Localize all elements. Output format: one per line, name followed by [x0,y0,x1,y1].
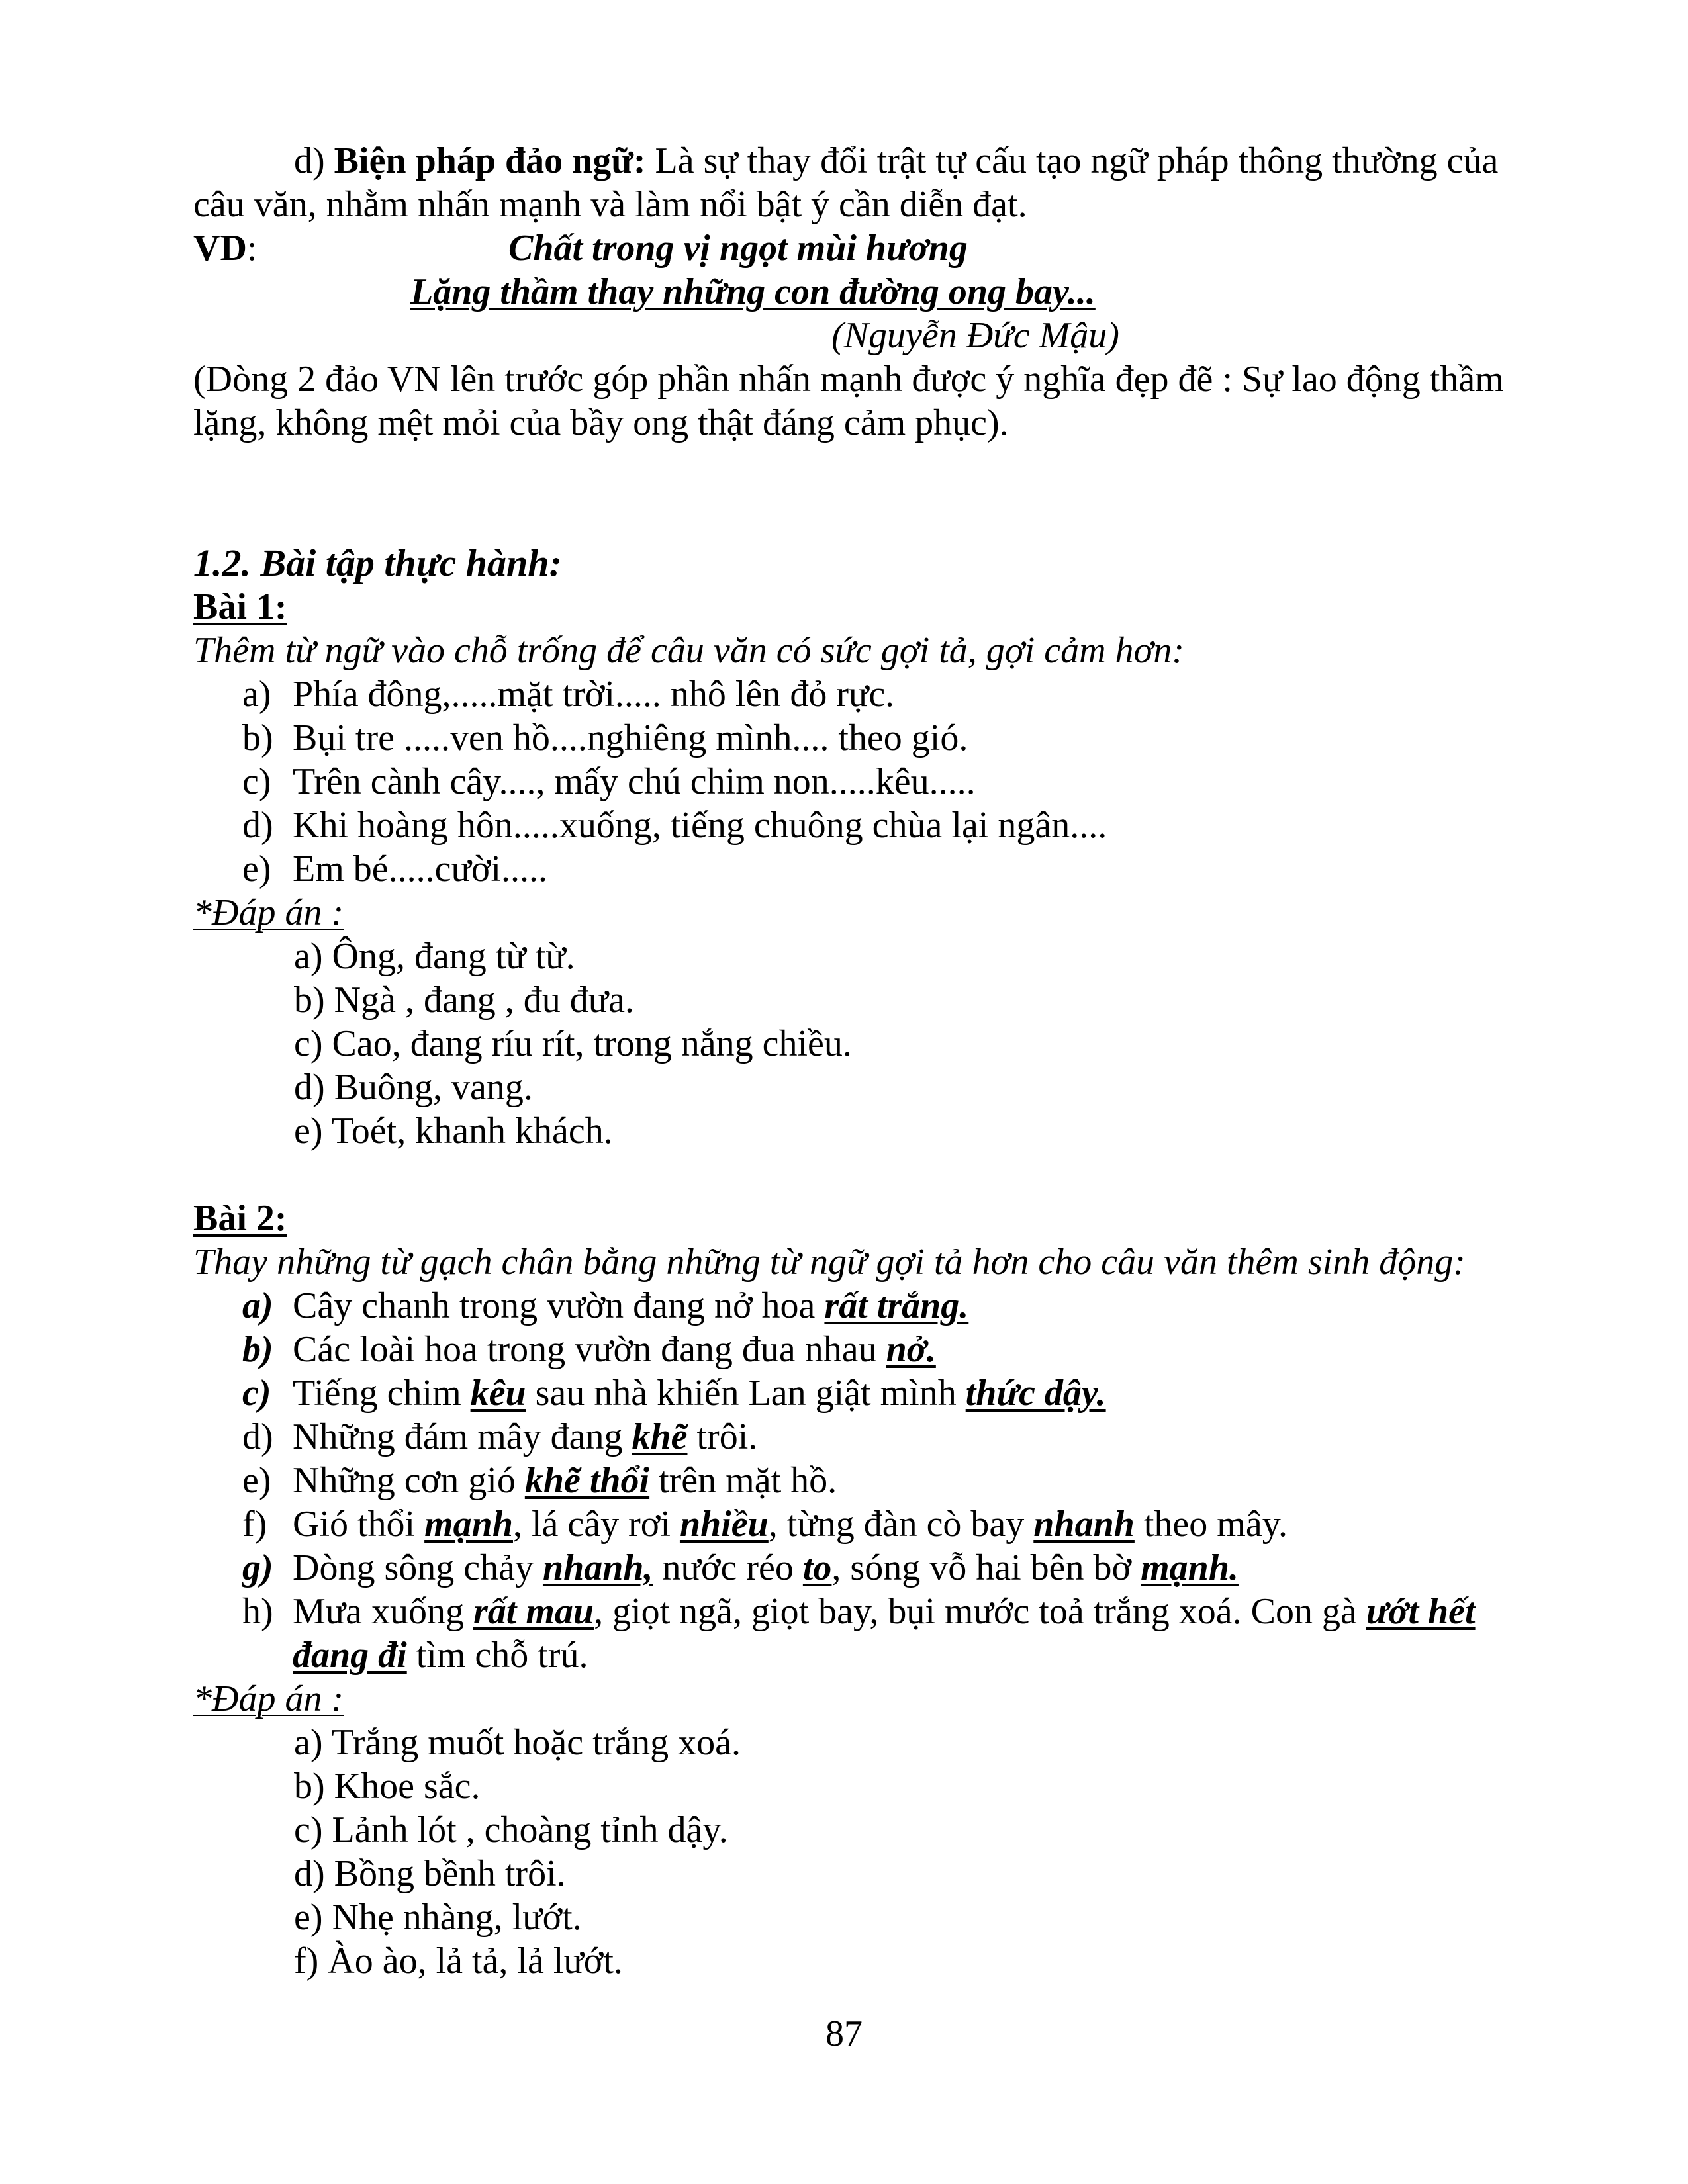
underlined-word: ướt hết [1366,1591,1476,1632]
bai2-item-g [242,1546,1239,1590]
bai2-answer-f: f) Ào ào, lả tả, lả lướt. [294,1940,623,1981]
bai1-answer-c: c) Cao, đang ríu rít, trong nắng chiều. [294,1023,852,1064]
underlined-word: khẽ thổi [524,1460,650,1501]
bai1-answer-e: e) Toét, khanh khách. [294,1111,613,1152]
bai2-item-d [242,1415,757,1459]
example-verse-1: Chất trong vị ngọt mùi hương [508,228,968,269]
bai2-answer-e: e) Nhẹ nhàng, lướt. [294,1897,582,1938]
bai2-item-label: b) [242,1329,273,1370]
underlined-word: kêu [470,1373,526,1414]
bai1-item-b [242,716,968,760]
bai2-instruction: Thay những từ gạch chân bằng những từ ngữ gợi tả hơn cho câu văn thêm sinh động: [193,1242,1466,1283]
section-d-term: Biện pháp đảo ngữ: [334,140,646,181]
section-d-line1 [294,139,1498,183]
underlined-word: to [802,1547,832,1588]
example-label-line [193,226,257,270]
example-explanation-line2: lặng, không mệt mỏi của bầy ong thật đáng cảm phục). [193,402,1009,443]
bai2-answer-label: *Đáp án : [193,1678,344,1719]
bai2-item-text: Các loài hoa trong vườn đang đua nhau [293,1329,886,1370]
bai2-item-text: trôi. [687,1416,758,1457]
example-author: (Nguyễn Đức Mậu) [831,315,1119,356]
bai1-item-e [242,847,547,891]
bai1-item-label: b) [242,717,273,758]
bai2-item-text: Mưa xuống [293,1591,473,1632]
underlined-word: mạnh. [1141,1547,1239,1588]
bai2-answer-a: a) Trắng muốt hoặc trắng xoá. [294,1722,741,1763]
bai2-item-b [242,1328,936,1371]
bai2-item-label: g) [242,1547,273,1588]
underlined-word: nhanh, [542,1547,653,1588]
bai2-item-text: , lá cây rơi [512,1504,680,1545]
underlined-word: thức dậy. [965,1373,1106,1414]
bai2-item-h-cont [293,1633,588,1677]
bai2-item-text: Cây chanh trong vườn đang nở hoa [293,1285,825,1326]
underlined-word: rất mau [473,1591,594,1632]
bai1-item-text: Bụi tre .....ven hồ....nghiêng mình.... theo gió. [293,717,968,758]
bai2-item-text: nước réo [653,1547,803,1588]
bai2-item-label: c) [242,1373,271,1414]
underlined-word: rất trắng. [824,1285,969,1326]
section-d-text: Là sự thay đổi trật tự cấu tạo ngữ pháp thông thường của [645,140,1499,181]
bai2-item-label: e) [242,1460,271,1501]
bai2-item-text: theo mây. [1134,1504,1288,1545]
bai2-item-text: , sóng vỗ hai bên bờ [831,1547,1141,1588]
bai2-item-text: , từng đàn cò bay [768,1504,1034,1545]
underlined-word: nhanh [1033,1504,1135,1545]
bai1-item-text: Em bé.....cười..... [293,848,547,889]
bai2-item-text: Những cơn gió [293,1460,525,1501]
bai2-item-label: d) [242,1416,273,1457]
bai1-item-text: Trên cành cây...., mấy chú chim non.....kêu..... [293,761,976,802]
page-number: 87 [825,2013,863,2054]
bai2-item-text: Những đám mây đang [293,1416,632,1457]
bai2-item-text: Tiếng chim [293,1373,471,1414]
bai2-item-text: trên mặt hồ. [649,1460,837,1501]
bai1-item-label: d) [242,805,273,846]
bai2-item-a [242,1284,968,1328]
bai1-instruction: Thêm từ ngữ vào chỗ trống để câu văn có sức gợi tả, gợi cảm hơn: [193,630,1185,671]
bai2-answer-b: b) Khoe sắc. [294,1766,481,1807]
bai2-item-e [242,1459,837,1502]
bai1-item-d [242,803,1107,847]
bai1-answer-label: *Đáp án : [193,892,344,933]
example-label: VD [193,228,247,269]
bai1-item-label: c) [242,761,271,802]
section-d-prefix: d) [294,140,334,181]
underlined-word: nở. [886,1329,936,1370]
bai2-title: Bài 2: [193,1198,287,1239]
underlined-word: đang đi [293,1635,407,1676]
bai2-item-c [242,1371,1106,1415]
underlined-word: nhiều [679,1504,769,1545]
example-colon: : [246,228,258,269]
example-verse-2: Lặng thầm thay những con đường ong bay... [410,271,1096,312]
bai1-item-a [242,672,894,716]
bai1-title: Bài 1: [193,586,287,627]
bai1-item-label: e) [242,848,271,889]
bai2-item-text: , giọt ngã, giọt bay, bụi mước toả trắng xoá. Con gà [594,1591,1366,1632]
bai1-answer-a: a) Ông, đang từ từ. [294,936,575,977]
bai2-item-label: h) [242,1591,273,1632]
bai1-answer-b: b) Ngà , đang , đu đưa. [294,979,635,1021]
bai2-item-text: tìm chỗ trú. [406,1635,588,1676]
bai2-item-label: a) [242,1285,273,1326]
section-d-line2: câu văn, nhằm nhấn mạnh và làm nổi bật ý cần diễn đạt. [193,184,1027,225]
underlined-word: khẽ [632,1416,688,1457]
bai1-item-c [242,760,976,803]
bai2-item-h [242,1590,1476,1633]
bai2-answer-d: d) Bồng bềnh trôi. [294,1853,566,1894]
practice-heading: 1.2. Bài tập thực hành: [193,541,562,584]
bai1-answer-d: d) Buông, vang. [294,1067,533,1108]
bai2-item-text: sau nhà khiến Lan giật mình [526,1373,966,1414]
bai1-item-text: Khi hoàng hôn.....xuống, tiếng chuông chùa lại ngân.... [293,805,1107,846]
bai2-item-text: Gió thổi [293,1504,425,1545]
bai1-item-label: a) [242,674,271,715]
bai1-item-text: Phía đông,.....mặt trời..... nhô lên đỏ rực. [293,674,895,715]
bai2-item-text: Dòng sông chảy [293,1547,543,1588]
bai2-answer-c: c) Lảnh lót , choàng tỉnh dậy. [294,1809,728,1850]
bai2-item-label: f) [242,1504,267,1545]
bai2-item-f [242,1502,1288,1546]
underlined-word: mạnh [424,1504,513,1545]
example-explanation-line1: (Dòng 2 đảo VN lên trước góp phần nhấn mạnh được ý nghĩa đẹp đẽ : Sự lao động thầm [193,359,1504,400]
